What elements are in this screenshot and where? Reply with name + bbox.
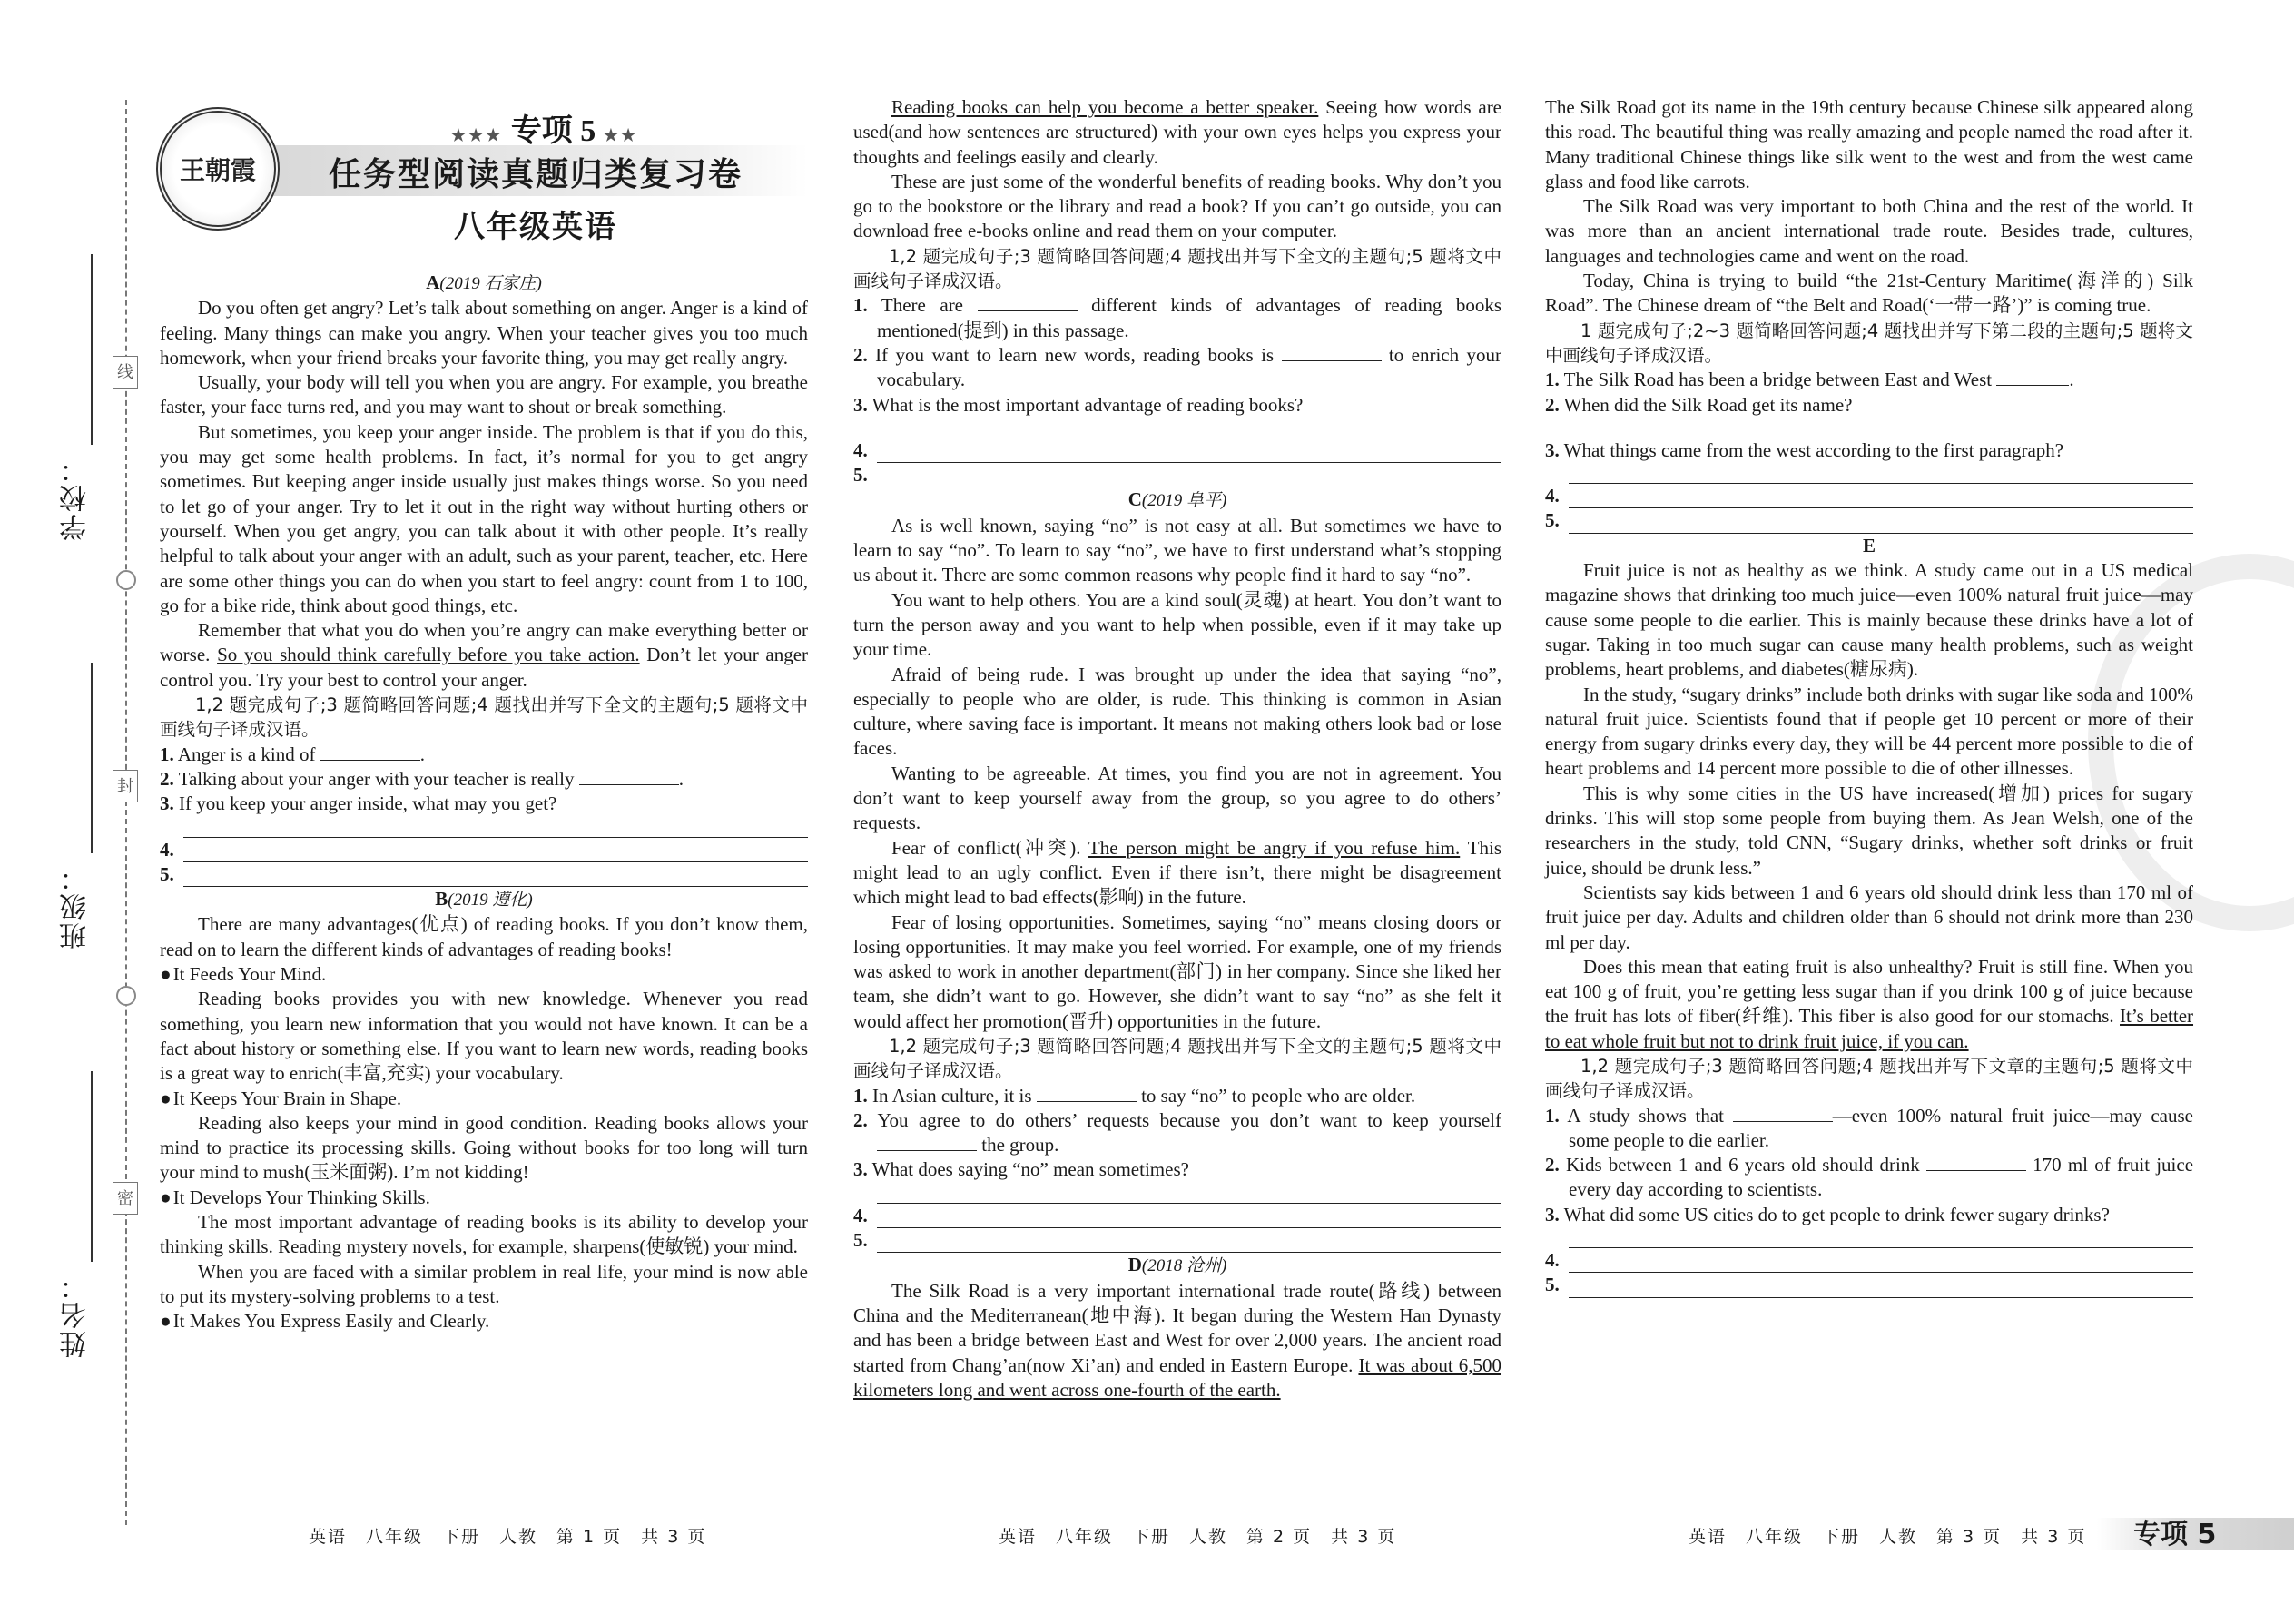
answer-line[interactable] [877, 1183, 1501, 1204]
section-a-paragraph: Do you often get angry? Let’s talk about something on anger. Anger is a kind of feeling. Many things can make you angry. When your teacher gives you too much homework, when your friend breaks your favorite thing, you may get really angry. [160, 297, 808, 369]
section-d-heading: D(2018 沧州) [1127, 1254, 1227, 1276]
page-subtitle: 八年级英语 [454, 209, 617, 245]
answer-blank[interactable] [1926, 1154, 2026, 1171]
star-decoration-icon: ★★ [603, 126, 639, 144]
school-label: 学校： [61, 454, 91, 541]
answer-line[interactable]: 4. [853, 1204, 1501, 1228]
section-b-bullet: ● It Keeps Your Brain in Shape. [160, 1087, 808, 1111]
question: 3. What did some US cities do to get people to drink fewer sugary drinks? [1545, 1203, 2110, 1225]
seal-mark-secret: 密 [113, 1182, 138, 1215]
section-a-instruction: 1,2 题完成句子;3 题简略回答问题;4 题找出并写下全文的主题句;5 题将文中画线句子译成汉语。 [160, 694, 808, 741]
binding-hole [116, 570, 136, 590]
section-c-paragraph: Afraid of being rude. I was brought up under the idea that saying “no”, especially to people who are older, is rude. This thinking is common in Asian culture, where saving face is important. It means not making others look bad or lose faces. [853, 663, 1501, 760]
answer-blank[interactable] [1996, 369, 2069, 386]
section-e-instruction: 1,2 题完成句子;3 题简略回答问题;4 题找出并写下文章的主题句;5 题将文中画线句子译成汉语。 [1545, 1055, 2193, 1102]
question: 1. In Asian culture, it is to say “no” to people who are older. [853, 1084, 1416, 1107]
answer-line[interactable] [1569, 463, 2193, 484]
section-e-paragraph: Fruit juice is not as healthy as we think. A study came out in a US medical magazine shows that drinking too much juice—even 100% natural fruit juice—may cause some people to die earlier. This is mainly because these drinks have a lot of sugar. Taking in too much sugar can cause many health problems, such as weight problems, heart problems, and diabetes(糖尿病). [1545, 559, 2193, 681]
question: 2. You agree to do others’ requests because you don’t want to keep yourself the group. [853, 1108, 1502, 1156]
answer-blank[interactable] [1282, 344, 1382, 361]
cut-line [125, 100, 127, 1525]
section-d-paragraph: The Silk Road got its name in the 19th century because Chinese silk appeared along this road. The beautiful thing was really amazing and people named the road after it. Many traditional Chinese things like silk went to the west and from the west came glass and food like carrots. [1545, 96, 2193, 192]
question: 3. What is the most important advantage of reading books? [853, 393, 1304, 416]
question: 3. What things came from the west according to the first paragraph? [1545, 438, 2064, 461]
special-label-text: 专项 5 [510, 114, 596, 148]
answer-blank[interactable] [1037, 1085, 1137, 1102]
star-decoration-icon: ★★★ [450, 126, 504, 144]
question: 2. If you want to learn new words, reading books is to enrich your vocabulary. [853, 343, 1502, 391]
answer-blank[interactable] [320, 743, 420, 761]
answer-line[interactable]: 5. [853, 463, 1501, 487]
answer-line[interactable] [183, 817, 808, 838]
section-b-instruction: 1,2 题完成句子;3 题简略回答问题;4 题找出并写下全文的主题句;5 题将文中画线句子译成汉语。 [853, 245, 1501, 292]
page-footer: 英语 八年级 下册 人教 第 3 页 共 3 页 [1689, 1527, 2087, 1547]
section-c-heading: C(2019 阜平) [1127, 488, 1227, 511]
section-d-instruction: 1 题完成句子;2~3 题简略回答问题;4 题找出并写下第二段的主题句;5 题将文中画线句子译成汉语。 [1545, 320, 2193, 366]
section-b-bullet: ● It Makes You Express Easily and Clearly. [160, 1309, 808, 1334]
section-e-paragraph: Does this mean that eating fruit is also unhealthy? Fruit is still fine. When you eat 100 g of fruit, you’re getting less sugar than if you drink 100 g of juice because the fruit has lots of fiber(纤维). This fiber is also good for our stomachs. It’s better to eat whole fruit but not to drink fruit juice, if you can. [1545, 955, 2194, 1052]
section-a-paragraph: But sometimes, you keep your anger inside. The problem is that if you do this, you may get some health problems. In fact, it’s normal for you to get angry sometimes. But keeping anger inside usually just makes things worse. So you need to let go of your anger. Try to let it out in the right way without hurting others or yourself. When you get angry, you can talk about it with other people. It’s really helpful to talk about your anger with an adult, such as your parent, teacher, etc. Here are some other things you can do when you start to feel angry: count from 1 to 100, go for a bike ride, think about good things, etc. [160, 420, 808, 616]
section-e-paragraph: This is why some cities in the US have increased(增加) prices for sugary drinks. This will stop some people from buying them. As Jean Welsh, one of the researchers in the study, told CNN, “Sugary drinks, whether soft drinks or fruit juice, should be drunk less.” [1545, 782, 2193, 879]
special-label [427, 105, 663, 150]
page-footer: 英语 八年级 下册 人教 第 2 页 共 3 页 [999, 1527, 1397, 1547]
section-b-bullet: ● It Feeds Your Mind. [160, 962, 808, 987]
section-b-paragraph: Reading books can help you become a better speaker. Seeing how words are used(and how sentences are structured) with your own eyes helps you express your thoughts and feelings easily and clearly. [853, 96, 1502, 168]
section-e-paragraph: Scientists say kids between 1 and 6 years old should drink less than 170 ml of fruit juice per day. Adults and children older than 6 should not drink more than 230 ml per day. [1545, 881, 2193, 953]
section-b-paragraph: The most important advantage of reading books is its ability to develop your thinking skills. Reading mystery novels, for example, sharpens(使敏锐) your mind. [160, 1210, 808, 1258]
seal-mark-seal: 封 [113, 770, 138, 802]
answer-blank[interactable] [1733, 1105, 1833, 1122]
answer-line[interactable]: 5. [160, 862, 808, 887]
section-d-paragraph: Today, China is trying to build “the 21st-Century Maritime(海洋的) Silk Road”. The Chinese dream of “the Belt and Road(‘一带一路’)” is coming true. [1545, 270, 2193, 317]
underlined-sentence: The person might be angry if you refuse him. [1088, 836, 1461, 859]
class-blank [91, 663, 93, 853]
page-title: 任务型阅读真题归类复习卷 [328, 156, 743, 193]
section-b-paragraph: There are many advantages(优点) of reading books. If you don’t know them, read on to learn the different kinds of advantages of reading books! [160, 913, 808, 960]
answer-line[interactable] [1569, 418, 2193, 438]
answer-line[interactable]: 4. [1545, 484, 2193, 508]
section-a-paragraph: Remember that what you do when you’re angry can make everything better or worse. So you should think carefully before you take action. Don’t let your anger control you. Try your best to control your anger. [160, 619, 809, 691]
section-e-heading: E [1862, 534, 1876, 556]
section-d-paragraph: The Silk Road is a very important international trade route(路线) between China and the Mediterranean(地中海). It began during the Western Han Dynasty and has been a bridge between East and West for over 2,000 years. The ancient road started from Chang’an(now Xi’an) and ended in Eastern Europe. It was about 6,500 kilometers long and went across one-fourth of the earth. [853, 1279, 1501, 1401]
answer-line[interactable]: 4. [1545, 1248, 2193, 1273]
section-b-heading: B(2019 遵化) [435, 888, 533, 910]
section-b-paragraph: These are just some of the wonderful benefits of reading books. Why don’t you go to the bookstore or the library and read a book? If you can’t go outside, you can download free e-books online and read them on your computer. [853, 170, 1501, 242]
section-e-paragraph: In the study, “sugary drinks” include both drinks with sugar like soda and 100% natural fruit juice. Scientists found that if people get 10 percent or more of their energy from sugary drinks every day, they will be 44 percent more possible to die of heart problems and 14 percent more possible to die of other illnesses. [1545, 683, 2193, 780]
question: 3. If you keep your anger inside, what may you get? [160, 792, 557, 815]
answer-line[interactable] [1569, 1227, 2193, 1248]
underlined-sentence: So you should think carefully before you take action. [217, 644, 640, 666]
corner-label: 专项 5 [2133, 1519, 2217, 1550]
section-c-paragraph: Fear of losing opportunities. Sometimes, saying “no” means closing doors or losing opportunities. It may make you feel worried. For example, one of my friends was asked to work in another department(部门) in her company. Since she liked her team, she didn’t want to go. However, she didn’t want to say “no” as she felt it would affect her promotion(晋升) opportunities in the future. [853, 910, 1501, 1032]
page-footer: 英语 八年级 下册 人教 第 1 页 共 3 页 [309, 1527, 707, 1547]
section-c-paragraph: You want to help others. You are a kind soul(灵魂) at heart. You don’t want to turn the person away and you want to help when possible, even if it may take up your time. [853, 588, 1501, 661]
publisher-logo [156, 107, 280, 231]
question: 3. What does saying “no” mean sometimes? [853, 1158, 1189, 1181]
answer-line[interactable]: 4. [160, 838, 808, 862]
school-blank [91, 254, 93, 445]
section-b-bullet: ● It Develops Your Thinking Skills. [160, 1186, 808, 1210]
section-c-paragraph: Fear of conflict(冲突). The person might be angry if you refuse him. This might lead to an ugly conflict. Even if there isn’t, there might be disagreement which might lead to bad effects(影响) in the future. [853, 836, 1501, 909]
section-a-paragraph: Usually, your body will tell you when you are angry. For example, you breathe faster, your face turns red, and you may want to shout or break something. [160, 371, 808, 418]
underlined-sentence: It’s better to eat whole fruit but not to drink fruit juice, if you can. [1545, 1005, 2194, 1052]
binding-hole [116, 986, 136, 1006]
name-label: 姓名： [61, 1271, 91, 1358]
section-c-paragraph: As is well known, saying “no” is not easy at all. But sometimes we have to learn to say “no”. To learn to say “no”, we have to first understand what’s stopping us about it. There are some common reasons why people find it hard to say “no”. [853, 514, 1501, 586]
section-b-paragraph: When you are faced with a similar problem in real life, your mind is now able to put its mystery-solving problems to a test. [160, 1260, 808, 1307]
section-c-instruction: 1,2 题完成句子;3 题简略回答问题;4 题找出并写下全文的主题句;5 题将文中画线句子译成汉语。 [853, 1035, 1501, 1082]
question: 2. When did the Silk Road get its name? [1545, 393, 1853, 416]
question: 2. Talking about your anger with your teacher is really . [160, 767, 684, 790]
name-blank [91, 1071, 93, 1262]
column-2 [853, 95, 1501, 1403]
section-b-paragraph: Reading also keeps your mind in good condition. Reading books allows your mind to practice its processing skills. Going without books for too long will turn your mind to mush(玉米面粥). I’m not kidding! [160, 1111, 808, 1184]
section-c-paragraph: Wanting to be agreeable. At times, you find you are not in agreement. You don’t want to keep yourself away from the group, so you agree to do others’ requests. [853, 762, 1501, 834]
column-1 [160, 271, 808, 1334]
question: 2. Kids between 1 and 6 years old should drink 170 ml of fruit juice every day according to scientists. [1545, 1154, 2194, 1201]
section-d-paragraph: The Silk Road was very important to both China and the rest of the world. It was more than an ancient international trade route. Besides trade, cultures, languages and technologies came and went on the road. [1545, 195, 2193, 267]
seal-mark-line: 线 [113, 356, 138, 389]
answer-blank[interactable] [978, 294, 1078, 311]
answer-line[interactable]: 5. [853, 1228, 1501, 1253]
question: 1. A study shows that —even 100% natural fruit juice—may cause some people to die earlier. [1545, 1104, 2193, 1151]
answer-line[interactable]: 5. [1545, 508, 2193, 533]
binding-strip [0, 0, 133, 1624]
column-3 [1545, 95, 2193, 1298]
logo-text: 王朝霞 [179, 157, 256, 185]
underlined-sentence: Reading books can help you become a better speaker. [891, 96, 1319, 118]
answer-blank[interactable] [877, 1134, 977, 1151]
answer-blank[interactable] [579, 768, 679, 785]
answer-line[interactable]: 4. [853, 438, 1501, 463]
answer-line[interactable]: 5. [1545, 1273, 2193, 1297]
section-a-heading: A(2019 石家庄) [426, 271, 542, 293]
underlined-sentence: It was about 6,500 kilometers long and went across one-fourth of the earth. [853, 1353, 1501, 1401]
answer-line[interactable] [877, 418, 1501, 438]
question: 1. There are different kinds of advantages of reading books mentioned(提到) in this passage. [853, 294, 1502, 341]
question: 1. Anger is a kind of . [160, 743, 425, 765]
class-label: 班级： [61, 862, 91, 950]
section-b-paragraph: Reading books provides you with new knowledge. Whenever you read something, you learn new information that you would not have known. It can be a fact about history or something else. If you want to learn new words, reading books is a great way to enrich(丰富,充实) your vocabulary. [160, 988, 808, 1085]
question: 1. The Silk Road has been a bridge between East and West . [1545, 369, 2074, 391]
